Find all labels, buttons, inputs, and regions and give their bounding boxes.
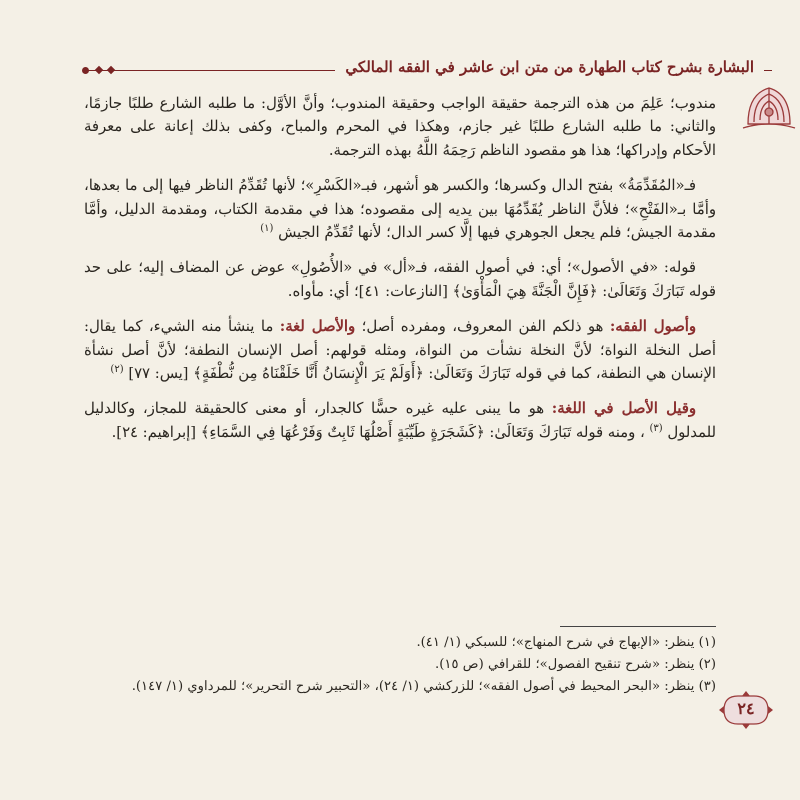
footnote-1: (١) ينظر: «الإبهاج في شرح المنهاج»؛ للسبكي (١/ ٤١). bbox=[416, 635, 716, 650]
footnote-ref-3[interactable]: (٣) bbox=[649, 422, 663, 434]
footnote-3: (٣) ينظر: «البحر المحيط في أصول الفقه»؛ للزركشي (١/ ٢٤)، «التحبير شرح التحرير»؛ للمرداوي (١/ ١٤٧). bbox=[131, 679, 716, 695]
term-asl-lugha: والأصل لغة: bbox=[279, 318, 356, 336]
running-header bbox=[82, 56, 772, 84]
paragraph-3: قوله: «في الأصول»؛ أي: في أصول الفقه، فـ«أل» في «الأُصُولِ» عوض عن المضاف إليه؛ على حد قوله تَبَارَكَ وَتَعَالَىٰ: ﴿فَإِنَّ الْجَنَّةَ هِيَ الْمَأْوَىٰ﴾ [النازعات: ٤١]؛ أي: مأواه. bbox=[84, 259, 716, 300]
page-number: ٢٤ bbox=[737, 699, 755, 718]
arabesque-ornament-icon bbox=[740, 84, 798, 132]
footnote-separator bbox=[560, 626, 716, 627]
page-number-badge bbox=[718, 690, 774, 730]
header-diamond-ornament bbox=[95, 66, 103, 74]
paragraph-4: وأصول الفقه: هو ذلكم الفن المعروف، ومفرده أصل؛ والأصل لغة: ما ينشأ منه الشيء، كما يقال: أصل النخلة النواة؛ لأنَّ النخلة نشأت من النواة، ومثله قولهم: أصل الإنسان النطفة؛ لأنَّ أصل نشأة الإنسان هي النطفة، كما في قوله تَبَارَكَ وَتَعَالَىٰ: ﴿أَوَلَمْ يَرَ الْإِنسَانُ أَنَّا خَلَقْنَاهُ مِن نُّطْفَةٍ﴾ [يس: ٧٧] $^{(٢)}$ bbox=[84, 318, 716, 383]
footnotes bbox=[90, 632, 716, 699]
term-usul-al-fiqh: وأصول الفقه: bbox=[609, 318, 696, 336]
paragraph-5: وقيل الأصل في اللغة: هو ما يبنى عليه غيره حسًّا كالجدار، أو معنى كالحقيقة للمجاز، وكالدليل للمدلول $^{(٣)}$ ، ومنه قوله تَبَارَكَ وَتَعَالَىٰ: ﴿كَشَجَرَةٍ طَيِّبَةٍ أَصْلُهَا ثَابِتٌ وَفَرْعُهَا فِي السَّمَاءِ﴾ [إبراهيم: ٢٤]. bbox=[84, 400, 716, 441]
footnote-ref-1[interactable]: (١) bbox=[260, 223, 274, 235]
paragraph-1: مندوب؛ عَلِمَ من هذه الترجمة حقيقة الواجب وحقيقة المندوب؛ وأنَّ الأوَّل: ما طلبه الشارع طلبًا جازمًا، والثاني: ما طلبه الشارع طلبًا غير جازم، وهكذا في المحرم والمباح، وكفى بذلك إعانة على معرفة الأحكام وإدراكها؛ هذا هو مقصود الناظم رَحِمَهُ اللَّهُ بهذه الترجمة. bbox=[84, 95, 716, 159]
paragraph-2: فـ«المُقَدِّمَةُ» بفتح الدال وكسرها؛ والكسر هو أشهر، فبـ«الكَسْرِ»؛ لأنها تُقَدِّمُ الناظر فيها إلى ما بعدها، وأمَّا بـ«الفَتْحِ»؛ فلأنَّ الناظر يُقَدِّمُهَا بين يديه إلى مقصوده؛ هذا في مقدمة الكتاب، ومقدمة الدليل، وأمَّا مقدمة الجيش؛ فلم يجعل الجوهري فيها إلَّا كسر الدال؛ لأنها تُقَدِّمُ الجيش $^{(١)}$ bbox=[84, 177, 716, 242]
footnote-ref-2[interactable]: (٢) bbox=[110, 364, 124, 376]
term-asl-fi-lugha: وقيل الأصل في اللغة: bbox=[551, 400, 696, 418]
header-diamond-ornament bbox=[107, 66, 115, 74]
main-text bbox=[84, 92, 716, 456]
header-title: البشارة بشرح كتاب الطهارة من متن ابن عاشر في الفقه المالكي bbox=[335, 58, 764, 76]
header-dot-ornament bbox=[82, 67, 89, 74]
footnote-2: (٢) ينظر: «شرح تنقيح الفصول»؛ للقرافي (ص ١٥). bbox=[435, 657, 716, 673]
